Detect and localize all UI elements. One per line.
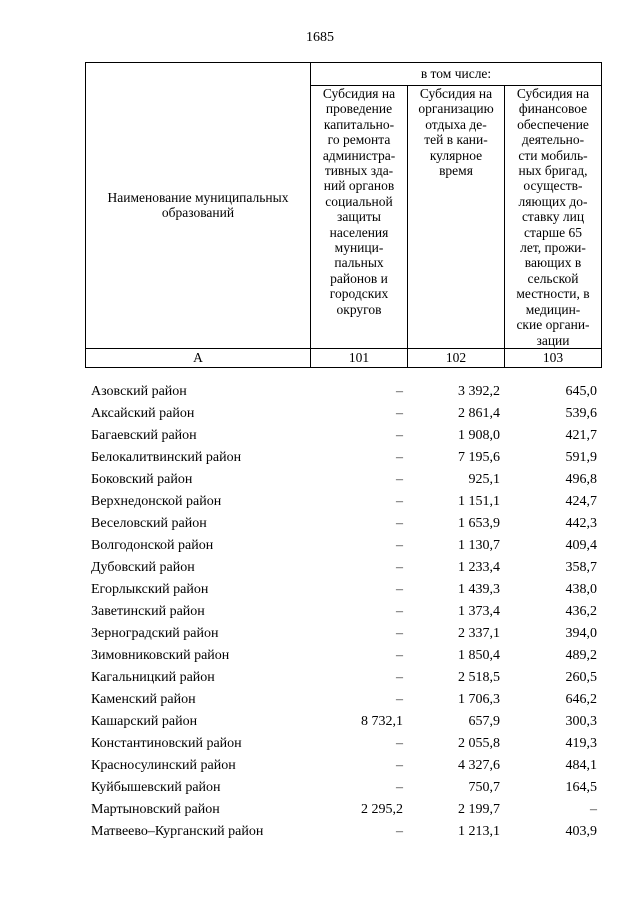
value-101: – <box>396 736 403 751</box>
table-row <box>85 579 601 601</box>
table-row <box>85 403 601 425</box>
value-101: – <box>396 450 403 465</box>
table-row <box>85 557 601 579</box>
municipality-name: Веселовский район <box>91 516 207 531</box>
header-line: ляющих до- <box>518 193 588 209</box>
col-number-a: А <box>86 348 311 367</box>
header-line: ных бригад, <box>518 163 588 179</box>
header-line: старше 65 <box>523 224 583 240</box>
municipality-name: Белокалитвинский район <box>91 450 242 465</box>
value-102: 657,9 <box>468 714 500 729</box>
value-103: 164,5 <box>565 780 597 795</box>
header-line: местности, в <box>516 286 590 302</box>
municipality-name: Зимовниковский район <box>91 648 230 663</box>
value-101: – <box>396 406 403 421</box>
value-102: 1 439,3 <box>458 582 500 597</box>
table-row <box>85 623 601 645</box>
value-103: 496,8 <box>565 472 597 487</box>
header-line: Субсидия на <box>322 86 396 101</box>
header-line: вающих в <box>524 255 582 271</box>
value-103: 260,5 <box>565 670 597 685</box>
table-row <box>85 821 601 843</box>
value-103: 409,4 <box>565 538 597 553</box>
value-102: 7 195,6 <box>458 450 500 465</box>
value-103: 419,3 <box>565 736 597 751</box>
municipality-name-header: Наименование муниципальных образований <box>86 63 311 349</box>
table-row <box>85 755 601 777</box>
col-number-102: 102 <box>408 348 505 367</box>
municipality-name: Багаевский район <box>91 428 197 443</box>
header-line: Субсидия на <box>516 86 590 101</box>
table-row <box>85 425 601 447</box>
data-table <box>85 381 601 843</box>
value-103: 442,3 <box>565 516 597 531</box>
municipality-name: Волгодонской район <box>91 538 214 553</box>
value-103: 591,9 <box>565 450 597 465</box>
value-101: 2 295,2 <box>361 802 403 817</box>
table-row <box>85 381 601 403</box>
value-101: – <box>396 648 403 663</box>
value-103: 539,6 <box>565 406 597 421</box>
municipality-name: Кагальницкий район <box>91 670 215 685</box>
value-101: – <box>396 692 403 707</box>
header-line: Субсидия на <box>419 86 493 101</box>
header-line: медицин- <box>525 301 581 317</box>
value-101: 8 732,1 <box>361 714 403 729</box>
value-103: 403,9 <box>565 824 597 839</box>
value-102: 2 055,8 <box>458 736 500 751</box>
header-line: время <box>439 163 473 179</box>
municipality-name: Куйбышевский район <box>91 780 221 795</box>
municipality-name: Красносулинский район <box>91 758 236 773</box>
municipality-name: Матвеево–Курганский район <box>91 824 264 839</box>
value-101: – <box>396 582 403 597</box>
header-line: зации <box>536 332 570 348</box>
municipality-name: Константиновский район <box>91 736 242 751</box>
value-101: – <box>396 472 403 487</box>
header-line: тивных зда- <box>324 163 394 179</box>
page-number: 1685 <box>306 30 334 45</box>
header-line: ские органи- <box>516 317 590 333</box>
value-101: – <box>396 670 403 685</box>
value-103: – <box>590 802 597 817</box>
header-line: тей в кани- <box>424 132 488 148</box>
value-103: 645,0 <box>565 384 597 399</box>
header-line: пальных <box>334 255 384 271</box>
header-line: финансовое <box>518 101 588 117</box>
municipality-name: Дубовский район <box>91 560 195 575</box>
header-line: проведение <box>325 101 393 117</box>
municipality-name: Егорлыкский район <box>91 582 209 597</box>
value-102: 1 213,1 <box>458 824 500 839</box>
value-102: 1 653,9 <box>458 516 500 531</box>
value-102: 1 850,4 <box>458 648 500 663</box>
value-101: – <box>396 560 403 575</box>
value-103: 358,7 <box>565 560 597 575</box>
value-102: 3 392,2 <box>458 384 500 399</box>
col-103-header <box>505 86 602 349</box>
municipality-name: Зерноградский район <box>91 626 219 641</box>
municipality-name: Азовский район <box>91 384 187 399</box>
header-line: организацию <box>418 101 494 117</box>
value-102: 1 908,0 <box>458 428 500 443</box>
value-101: – <box>396 626 403 641</box>
value-102: 2 337,1 <box>458 626 500 641</box>
value-103: 489,2 <box>565 648 597 663</box>
table-row <box>85 513 601 535</box>
col-number-103: 103 <box>505 348 602 367</box>
header-line: деятельно- <box>521 132 585 148</box>
value-103: 300,3 <box>565 714 597 729</box>
value-101: – <box>396 604 403 619</box>
value-102: 1 233,4 <box>458 560 500 575</box>
value-103: 438,0 <box>565 582 597 597</box>
header-line: населения <box>329 224 389 240</box>
table-row <box>85 667 601 689</box>
col-101-header <box>311 86 408 349</box>
municipality-name: Аксайский район <box>91 406 195 421</box>
header-line: го ремонта <box>327 132 391 148</box>
header-line: обеспечение <box>517 116 589 132</box>
header-line: лет, прожи- <box>520 240 586 256</box>
value-101: – <box>396 824 403 839</box>
header-line: администра- <box>322 147 396 163</box>
value-101: – <box>396 780 403 795</box>
header-line: муници- <box>334 240 384 256</box>
table-row <box>85 777 601 799</box>
header-line: защиты <box>337 209 381 225</box>
value-101: – <box>396 494 403 509</box>
value-103: 484,1 <box>565 758 597 773</box>
municipality-name: Каменский район <box>91 692 196 707</box>
table-row <box>85 689 601 711</box>
group-header: в том числе: <box>311 63 602 86</box>
header-line: городских <box>329 286 389 302</box>
municipality-name: Мартыновский район <box>91 802 220 817</box>
value-103: 394,0 <box>565 626 597 641</box>
table-row <box>85 645 601 667</box>
header-line: ставку лиц <box>521 209 585 225</box>
value-102: 1 706,3 <box>458 692 500 707</box>
table-row <box>85 799 601 821</box>
col-102-header <box>408 86 505 349</box>
value-102: 2 518,5 <box>458 670 500 685</box>
value-103: 424,7 <box>565 494 597 509</box>
value-102: 750,7 <box>468 780 500 795</box>
municipality-name: Боковский район <box>91 472 193 487</box>
table-row <box>85 733 601 755</box>
value-101: – <box>396 758 403 773</box>
header-line: капитально- <box>323 116 395 132</box>
col-number-101: 101 <box>311 348 408 367</box>
value-101: – <box>396 516 403 531</box>
table-row <box>85 447 601 469</box>
municipality-name: Заветинский район <box>91 604 205 619</box>
value-102: 925,1 <box>468 472 500 487</box>
table-row <box>85 469 601 491</box>
value-102: 2 199,7 <box>458 802 500 817</box>
value-101: – <box>396 384 403 399</box>
table-row <box>85 491 601 513</box>
header-line: сельской <box>527 270 579 286</box>
value-102: 1 130,7 <box>458 538 500 553</box>
value-103: 436,2 <box>565 604 597 619</box>
header-line: кулярное <box>429 147 483 163</box>
table-row <box>85 601 601 623</box>
header-line: отдыха де- <box>425 116 487 132</box>
value-101: – <box>396 428 403 443</box>
header-line: социальной <box>325 193 393 209</box>
value-103: 646,2 <box>565 692 597 707</box>
header-line: сти мобиль- <box>518 147 588 163</box>
value-102: 2 861,4 <box>458 406 500 421</box>
value-102: 4 327,6 <box>458 758 500 773</box>
table-row <box>85 535 601 557</box>
header-line: ний органов <box>323 178 395 194</box>
municipality-name: Кашарский район <box>91 714 198 729</box>
header-line: округов <box>336 301 382 317</box>
value-101: – <box>396 538 403 553</box>
municipality-name: Верхнедонской район <box>91 494 222 509</box>
table-row <box>85 711 601 733</box>
header-line: районов и <box>330 270 388 286</box>
value-103: 421,7 <box>565 428 597 443</box>
table-header <box>85 62 602 368</box>
header-line: осуществ- <box>523 178 583 194</box>
value-102: 1 373,4 <box>458 604 500 619</box>
value-102: 1 151,1 <box>458 494 500 509</box>
